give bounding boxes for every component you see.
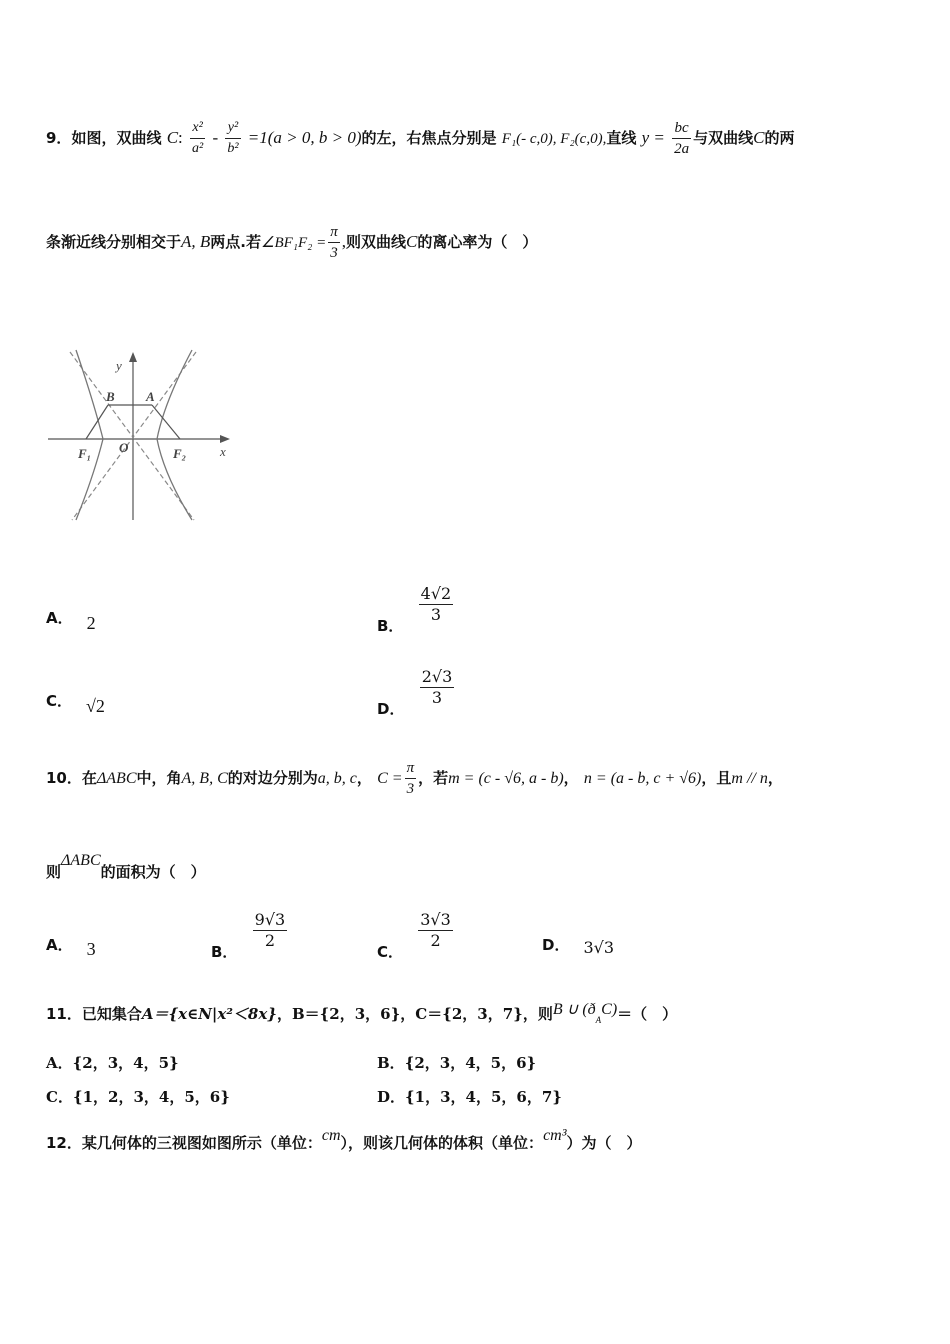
q10-text-1: 在 [81, 769, 97, 787]
q9-text-9c: C [406, 232, 418, 251]
y-axis-arrow [129, 352, 137, 362]
q10-text-4: ， [356, 769, 372, 787]
q10-n-vec: n = (a - b, c + √6) [583, 770, 702, 787]
q11-text-2: ， [276, 1005, 292, 1023]
q9-option-b[interactable] [377, 584, 455, 635]
q11-option-d-label: D． [377, 1088, 406, 1106]
q12-number: 12． [46, 1134, 82, 1152]
q10-option-a[interactable] [46, 934, 96, 959]
q11-option-a-label: A． [46, 1054, 73, 1072]
q11-option-d-value: {1，3，4，5，6，7} [405, 1088, 562, 1106]
q10-option-b-label: B． [211, 943, 238, 961]
q11-text-4: ，则 [522, 1005, 553, 1023]
q11-set-c: C＝{2，3，7} [415, 1005, 523, 1023]
q10-line-2 [46, 852, 206, 881]
q9-option-d-label: D． [377, 700, 405, 718]
q11-text-3: ， [400, 1005, 416, 1023]
q11-expr-end: C) [601, 1001, 618, 1018]
q9-angle-num: π [328, 222, 340, 243]
q10-c-den: 3 [406, 781, 415, 797]
q9-eq-a2: a² [192, 141, 204, 156]
q9-option-a-label: A． [46, 609, 73, 627]
q11-option-a[interactable] [46, 1052, 179, 1073]
q10-c-num: π [405, 758, 417, 779]
q11-text-1: 已知集合 [81, 1005, 142, 1023]
q12-unit-1: cm [321, 1127, 341, 1144]
left-branch [76, 350, 103, 520]
q11-option-b-label: B． [377, 1054, 405, 1072]
q10-text-5: ，若 [418, 769, 449, 787]
q10-text-7: ，且 [701, 769, 732, 787]
q10-par: m // n [731, 770, 768, 787]
q10-line-1 [46, 758, 783, 799]
q10-tri: ΔABC [96, 770, 137, 787]
q11-option-a-value: {2，3，4，5} [72, 1054, 179, 1072]
q10-number: 10． [46, 769, 82, 787]
q11-line-1 [46, 1003, 677, 1025]
q10-option-b-num: 9√3 [254, 910, 286, 929]
hyperbola-figure [46, 348, 246, 528]
q9-text-9: 则双曲线 [346, 233, 407, 251]
q11-option-c[interactable] [46, 1086, 230, 1107]
q11-option-c-label: C． [46, 1088, 73, 1106]
q9-foci: F₁(- c,0), F₂(c,0), [501, 131, 607, 147]
q10-option-c-label: C． [377, 943, 404, 961]
q10-text-8: ， [767, 769, 783, 787]
q9-angle: ∠BF₁F₂ = [261, 235, 327, 251]
q9-option-a-value: 2 [86, 613, 96, 633]
q9-line-y: y = [641, 128, 665, 147]
q10-text-2: 中，角 [136, 769, 182, 787]
q10-tri2: ΔABC [61, 852, 101, 869]
q9-eq-b2: b² [227, 141, 239, 156]
q11-option-b-value: {2，3，4，5，6} [404, 1054, 537, 1072]
q10-m-vec: m = (c - √6, a - b) [448, 770, 564, 787]
q11-expr-sub: A [595, 1015, 602, 1025]
q11-number: 11． [46, 1005, 82, 1023]
label-a: A [146, 389, 155, 404]
q9-text-4: 与双曲线 [693, 129, 754, 147]
q9-angle-den: 3 [330, 245, 338, 261]
segment-a-f2 [152, 405, 180, 439]
q9-option-b-num: 4√2 [420, 584, 452, 603]
q11-text-5: ＝（ ） [617, 1005, 678, 1023]
q10-text-10: 的面积为（ ） [100, 863, 206, 881]
q9-option-b-den: 3 [430, 605, 442, 624]
q9-eq-c: C [166, 128, 179, 147]
label-f1: F₁ [78, 446, 92, 461]
q10-option-a-label: A． [46, 936, 73, 954]
q10-option-c[interactable] [377, 910, 455, 961]
q10-text-9: 则 [46, 863, 62, 881]
q10-option-d-value: 3√3 [583, 938, 615, 957]
q9-line-1: 9．如图，双曲线 C: $\frac{\text{x²}}{\text{a²}}$ - $\frac{\text{y²}}{\text{b²}}$ =1(a > 0, b > 0)的左，右焦点分别是 F₁(- c,0), F₂(c,0),直线 y = $\frac{bc}{2a}$ 与双曲线C的两 [46, 120, 795, 157]
q9-option-a[interactable] [46, 607, 96, 633]
q10-text-6: ， [563, 769, 579, 787]
q9-text-2: 的左，右焦点分别是 [361, 129, 497, 147]
q9-text-5: 的两 [764, 129, 795, 147]
q10-option-b[interactable] [211, 910, 289, 961]
q11-option-b[interactable] [377, 1052, 536, 1073]
x-axis-arrow [220, 435, 230, 443]
q9-text-4c: C [753, 128, 765, 147]
q11-expr: B ∪ (ð [552, 1001, 596, 1018]
q10-sides: a, b, c [317, 770, 357, 787]
q11-set-b: B＝{2，3，6} [291, 1005, 401, 1023]
q10-option-b-den: 2 [264, 931, 276, 950]
q9-option-c[interactable] [46, 690, 105, 716]
q9-line-2 [46, 222, 537, 263]
q10-text-3: 的对边分别为 [227, 769, 318, 787]
label-o: O [119, 440, 129, 455]
label-f2: F₂ [173, 446, 187, 461]
label-y: y [116, 358, 122, 373]
q11-set-a: A＝{x∈N|x²＜8x} [141, 1005, 277, 1023]
q9-eq-x2: x² [190, 118, 205, 139]
q9-option-b-label: B． [377, 617, 404, 635]
q9-option-c-value: √2 [86, 696, 105, 716]
q10-option-d[interactable] [542, 934, 614, 955]
q9-number: 9． [46, 129, 72, 147]
q10-option-a-value: 3 [86, 939, 96, 959]
q12-text-2: ），则该几何体的体积（单位： [340, 1134, 544, 1152]
q12-text-3: ）为（ ） [566, 1134, 642, 1152]
q9-option-d[interactable] [377, 667, 456, 718]
q9-eq-y2: y² [225, 118, 240, 139]
q12-line-1 [46, 1127, 642, 1152]
q12-text-1: 某几何体的三视图如图所示（单位： [81, 1134, 322, 1152]
q9-option-d-den: 3 [431, 688, 443, 707]
q11-option-c-value: {1，2，3，4，5，6} [72, 1088, 230, 1106]
label-b: B [106, 389, 115, 404]
q10-option-d-label: D． [542, 936, 570, 954]
label-x: x [220, 444, 226, 459]
q9-option-c-label: C． [46, 692, 73, 710]
q9-text-1: 如图，双曲线 [71, 129, 162, 147]
q10-option-c-num: 3√3 [420, 910, 451, 929]
q9-line-den: 2a [674, 141, 690, 157]
q9-eq-rest: =1(a > 0, b > 0) [247, 128, 362, 147]
q10-option-c-den: 2 [430, 931, 441, 950]
q10-angles: A, B, C [181, 770, 228, 787]
q9-text-7: 两点.若 [210, 233, 261, 251]
q9-text-3: 直线 [606, 129, 637, 147]
q12-unit-2: cm³ [543, 1127, 567, 1144]
q10-c-eq: C = [377, 770, 403, 787]
q9-text-8: , [341, 232, 347, 251]
q11-option-d[interactable] [377, 1086, 562, 1107]
q9-ab: A, B [181, 232, 211, 251]
q9-text-6: 条渐近线分别相交于 [46, 233, 182, 251]
q9-option-d-num: 2√3 [421, 667, 453, 686]
q9-text-10: 的离心率为（ ） [417, 233, 538, 251]
segment-f1-b [86, 405, 108, 439]
q9-line-num: bc [672, 118, 691, 139]
